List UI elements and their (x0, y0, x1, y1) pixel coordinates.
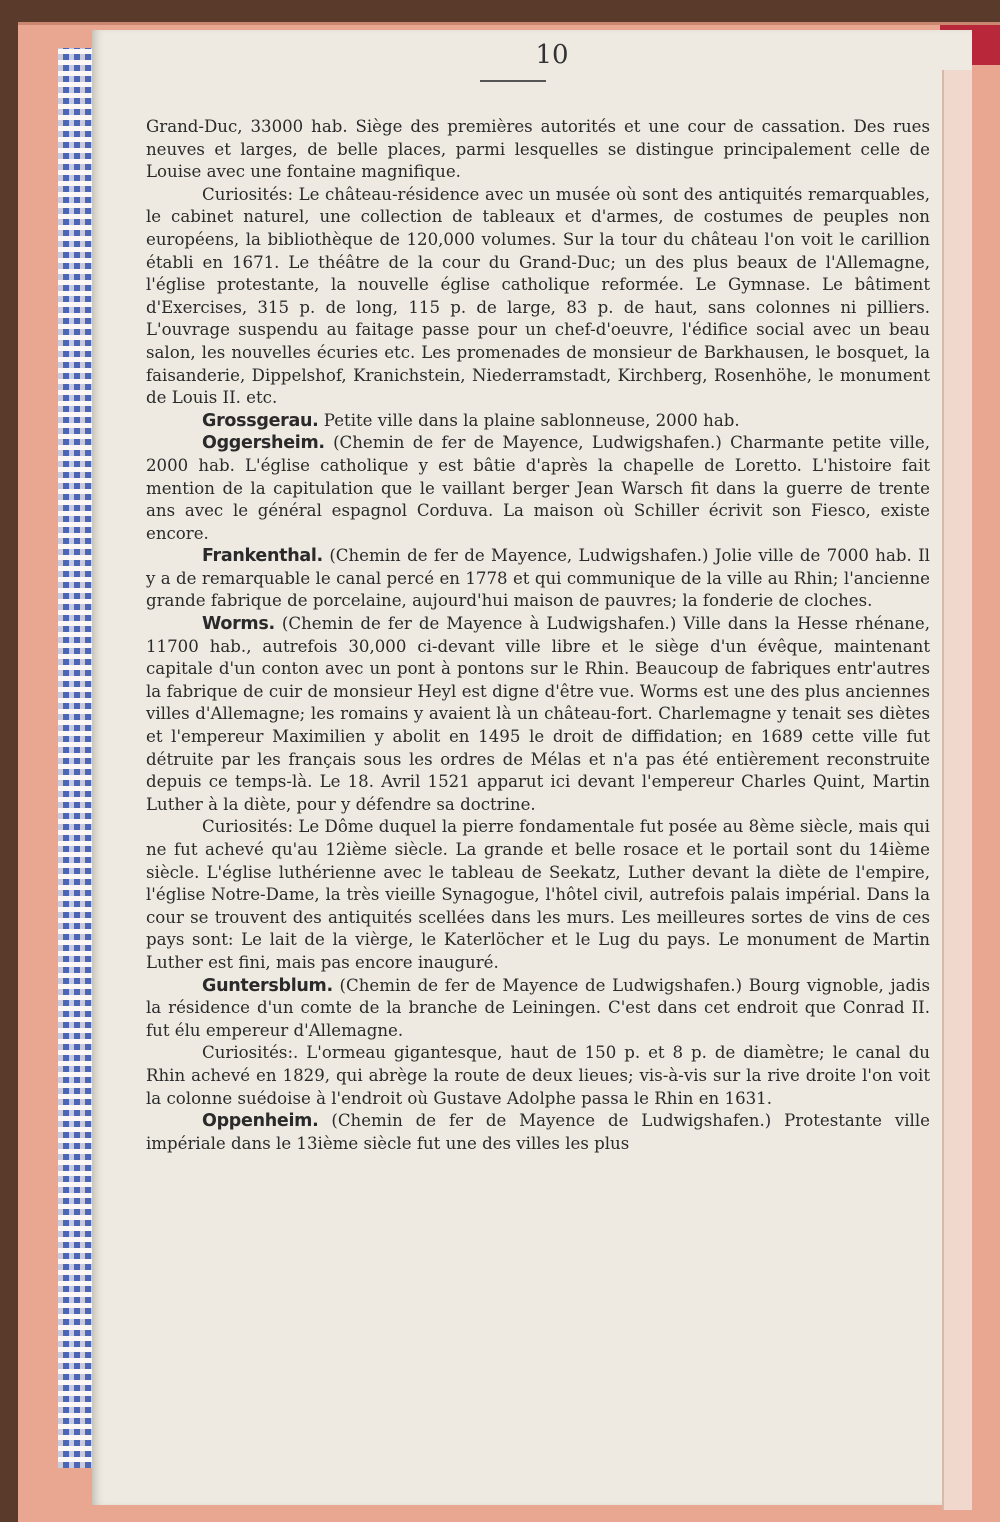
paragraph (146, 1110, 930, 1155)
entry-heading: Oggersheim. (202, 433, 325, 454)
paragraph-text: Curiosités: Le Dôme duquel la pierre fondamentale fut posée au 8ème siècle, mais qui ne fut achevé qu'au 12ième siècle. La grande et belle rosace et le portail sont du 14ième siècle. L'église luthérienne avec le tableau de Seekatz, Luther devant la diète de l'empire, l'église Notre-Dame, la très vieille Synagogue, l'hôtel civil, autrefois palais impérial. Dans la cour se trouvent des antiquités scellées dans les murs. Les meilleures sortes de vins de ces pays sont: Le lait de la vièrge, le Katerlöcher et le Lug du pays. Le monument de Martin Luther est fini, mais pas encore inauguré. (146, 817, 930, 972)
page-edge (942, 70, 972, 1510)
paragraph-text: Petite ville dans la plaine sablonneuse, 2000 hab. (323, 410, 740, 430)
paragraph-text: Curiosités:. L'ormeau gigantesque, haut de 150 p. et 8 p. de diamètre; le canal du Rhin achevé en 1829, qui abrège la route de deux lieues; vis-à-vis sur la rive droite l'on voit la colonne suédoise à l'endroit où Gustave Adolphe passa le Rhin en 1631. (146, 1043, 930, 1108)
book-spine (58, 48, 92, 1468)
paragraph-text: (Chemin de fer de Mayence de Ludwigshafen.) Protestante ville impériale dans le 13ième siècle fut une des villes les plus (146, 1111, 930, 1153)
paragraph (146, 816, 930, 974)
paragraph-text: (Chemin de fer de Mayence, Ludwigshafen.) Charmante petite ville, 2000 hab. L'église catholique y est bâtie d'après la chapelle de Loretto. L'histoire fait mention de la capitulation que le vaillant berger Jean Warsch fit dans la guerre de trente ans avec le général espagnol Corduva. La maison où Schiller écrivit son Fiesco, existe encore. (146, 433, 930, 543)
entry-heading: Worms. (202, 614, 275, 635)
page-number-rule (480, 80, 546, 82)
page-number: 10 (535, 40, 569, 70)
entry-heading: Frankenthal. (202, 546, 323, 567)
paragraph-text: Curiosités: Le château-résidence avec un musée où sont des antiquités remarquables, le cabinet naturel, une collection de tableaux et d'armes, de costumes de peuples non européens, la bibliothèque de 120,000 volumes. Sur la tour du château l'on voit le carillion établi en 1671. Le théâtre de la cour du Grand-Duc; un des plus beaux de l'Allemagne, l'église protestante, la nouvelle église catholique reformée. Le Gymnase. Le bâtiment d'Exercises, 315 p. de long, 115 p. de large, 83 p. de haut, sans colonnes ni pilliers. L'ouvrage suspendu au faitage passe pour un chef-d'oeuvre, l'édifice social avec un beau salon, les nouvelles écuries etc. Les promenades de monsieur de Barkhausen, le bosquet, la faisanderie, Dippelshof, Kranichstein, Niederramstadt, Kirchberg, Rosenhöhe, le monument de Louis II. etc. (146, 184, 930, 408)
paragraph (146, 432, 930, 545)
paragraph-text: (Chemin de fer de Mayence à Ludwigshafen.) Ville dans la Hesse rhénane, 11700 hab., autrefois 30,000 ci-devant ville libre et le siège d'un évêque, maintenant capitale d'un conton avec un pont à pontons sur le Rhin. Beaucoup de fabriques entr'autres la fabrique de cuir de monsieur Heyl est digne d'être vue. Worms est une des plus anciennes villes d'Allemagne; les romains y avaient là un château-fort. Charlemagne y tenait ses diètes et l'empereur Maximilien y abolit en 1495 le droit de diffidation; en 1689 cette ville fut détruite par les français sous les ordres de Mélas et n'a pas été entièrement reconstruite depuis ce temps-là. Le 18. Avril 1521 apparut ici devant l'empereur Charles Quint, Martin Luther à la diète, pour y défendre sa doctrine. (146, 614, 930, 814)
page-text (146, 116, 930, 1155)
book-page (92, 30, 972, 1505)
paragraph-text: Grand-Duc, 33000 hab. Siège des premières autorités et une cour de cassation. Des rues neuves et larges, de belle places, parmi lesquelles se distingue principalement celle de Louise avec une fontaine magnifique. (146, 117, 930, 182)
entry-heading: Oppenheim. (202, 1111, 319, 1132)
paragraph (146, 975, 930, 1043)
entry-heading: Guntersblum. (202, 975, 333, 996)
paragraph (146, 410, 930, 433)
paragraph (146, 545, 930, 613)
paragraph (146, 184, 930, 410)
entry-heading: Grossgerau. (202, 410, 319, 431)
paragraph (146, 116, 930, 184)
paragraph-text: (Chemin de fer de Mayence de Ludwigshafen.) Bourg vignoble, jadis la résidence d'un comte de la branche de Leiningen. C'est dans cet endroit que Conrad II. fut élu empereur d'Allemagne. (146, 975, 930, 1040)
paragraph (146, 613, 930, 816)
paragraph-text: (Chemin de fer de Mayence, Ludwigshafen.) Jolie ville de 7000 hab. Il y a de remarquable le canal percé en 1778 et qui communique de la ville au Rhin; l'ancienne grande fabrique de porcelaine, aujourd'hui maison de pauvres; la fonderie de cloches. (146, 546, 930, 611)
paragraph (146, 1042, 930, 1110)
